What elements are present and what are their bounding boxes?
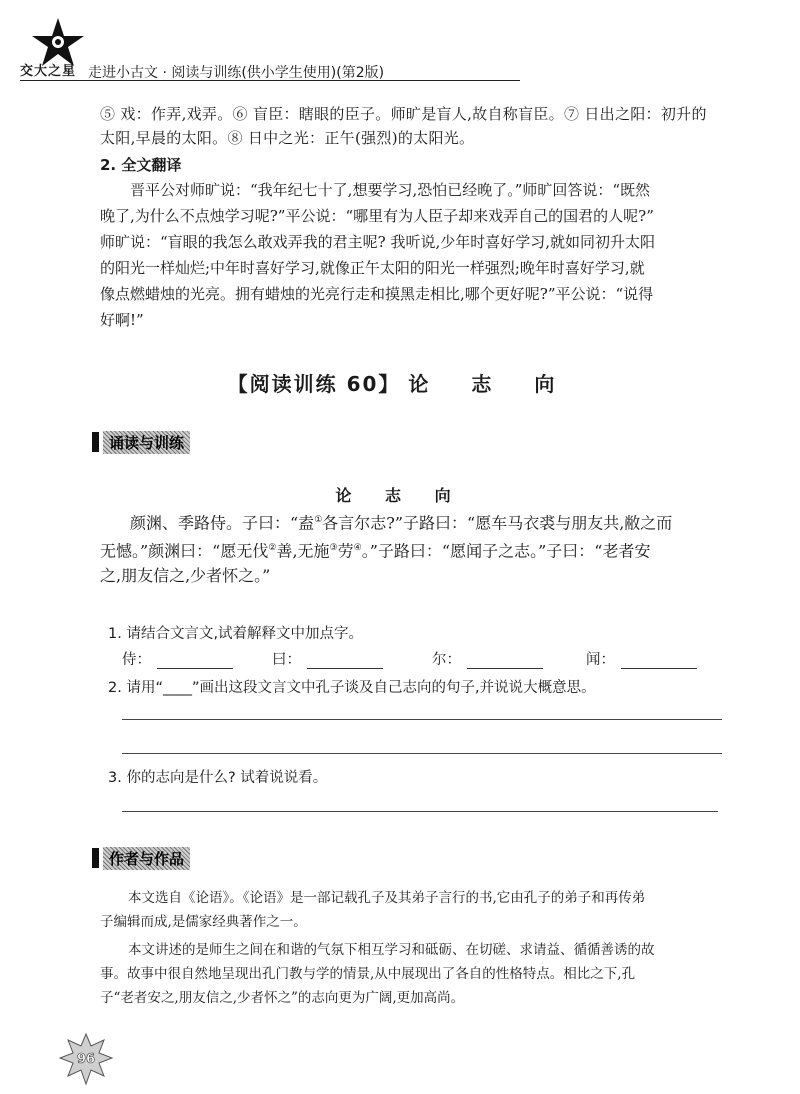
answer-blank[interactable] (307, 652, 383, 669)
translation-line-2: 晚了,为什么不点烛学习呢?”平公说：“哪里有为人臣子却来戏弄自己的国君的人呢?” (100, 207, 654, 225)
poem-text: 善,无施 (276, 541, 330, 561)
section-marker-icon (92, 848, 99, 868)
lesson-label: 【阅读训练 60】 (227, 372, 401, 396)
fill-label: 闻： (586, 652, 615, 668)
translation-heading: 2. 全文翻译 (100, 156, 182, 174)
answer-blank[interactable] (467, 652, 543, 669)
fill-label: 侍： (122, 652, 151, 668)
poem-text: 颜渊、季路侍。子曰：“盍 (130, 513, 315, 533)
section-author-work (92, 846, 190, 870)
footnote-mark: ② (268, 543, 277, 553)
section-marker-icon (92, 432, 99, 452)
poem-line-1 (100, 506, 720, 537)
fill-wen (586, 648, 697, 669)
footnote-mark: ④ (353, 543, 362, 553)
question-1: 1. 请结合文言文,试着解释文中加点字。 (108, 626, 364, 642)
question-3: 3. 你的志向是什么? 试着说说看。 (108, 770, 328, 786)
page-number-badge (58, 1032, 114, 1088)
notes-line-2: 太阳,早晨的太阳。⑧ 日中之光：正午(强烈)的太阳光。 (100, 129, 475, 147)
fill-yue (272, 648, 383, 669)
poem-line-2 (100, 534, 720, 565)
translation-line-3: 师旷说：“盲眼的我怎么敢戏弄我的君主呢? 我听说,少年时喜好学习,就如同初升太阳 (100, 233, 656, 251)
about-line-1: 本文选自《论语》。《论语》是一部记载孔子及其弟子言行的书,它由孔子的弟子和再传弟 (128, 890, 646, 906)
answer-blank[interactable] (157, 652, 233, 669)
translation-line-5: 像点燃蜡烛的光亮。拥有蜡烛的光亮行走和摸黑走相比,哪个更好呢?”平公说：“说得 (100, 285, 654, 303)
footnote-mark: ③ (329, 543, 338, 553)
poem-text: 。”子路曰：“愿闻子之志。”子曰：“老者安 (361, 541, 651, 561)
fill-label: 尔： (432, 652, 461, 668)
fill-label: 曰： (272, 652, 301, 668)
poem-text: 各言尔志?”子路曰：“愿车马衣裘与朋友共,敝之而 (322, 513, 673, 533)
about-line-5: 子“老者安之,朋友信之,少者怀之”的志向更为广阔,更加高尚。 (100, 990, 465, 1006)
footnote-mark: ① (314, 515, 323, 525)
answer-blank[interactable] (621, 652, 697, 669)
translation-line-6: 好啊!” (100, 311, 144, 329)
about-line-4: 事。故事中很自然地呈现出孔门教与学的情景,从中展现出了各自的性格特点。相比之下,孔 (100, 966, 636, 982)
about-line-2: 子编辑而成,是儒家经典著作之一。 (100, 914, 307, 930)
answer-line[interactable] (122, 753, 722, 754)
answer-line[interactable] (122, 811, 718, 812)
poem-line-3: 之,朋友信之,少者怀之。” (100, 566, 271, 585)
lesson-name: 论 志 向 (408, 372, 573, 396)
section-label: 作者与作品 (103, 847, 190, 870)
answer-line[interactable] (122, 719, 722, 720)
section-label: 诵读与训练 (103, 431, 190, 454)
page-number: 96 (76, 1052, 96, 1067)
poem-text: 无憾。”颜渊曰：“愿无伐 (100, 541, 269, 561)
brand-name: 交大之星 (20, 64, 77, 79)
header-rule (20, 80, 520, 81)
section-recite-train (92, 430, 190, 454)
question-2: 2. 请用“____”画出这段文言文中孔子谈及自己志向的句子,并说说大概意思。 (108, 680, 596, 696)
book-title: 走进小古文 · 阅读与训练(供小学生使用)(第2版) (88, 65, 385, 81)
poem-text: 劳 (337, 541, 354, 561)
poem-title: 论 志 向 (335, 486, 465, 505)
fill-shi (122, 648, 233, 669)
translation-line-4: 的阳光一样灿烂;中年时喜好学习,就像正午太阳的阳光一样强烈;晚年时喜好学习,就 (100, 259, 645, 277)
notes-line-1: ⑤ 戏：作弄,戏弄。⑥ 盲臣：瞎眼的臣子。师旷是盲人,故自称盲臣。⑦ 日出之阳：初升的 (100, 105, 707, 123)
about-line-3: 本文讲述的是师生之间在和谐的气氛下相互学习和砥砺、在切磋、求请益、循循善诱的故 (128, 942, 655, 958)
lesson-title (0, 368, 800, 397)
translation-line-1: 晋平公对师旷说：“我年纪七十了,想要学习,恐怕已经晚了。”师旷回答说：“既然 (130, 181, 651, 199)
fill-er (432, 648, 543, 669)
